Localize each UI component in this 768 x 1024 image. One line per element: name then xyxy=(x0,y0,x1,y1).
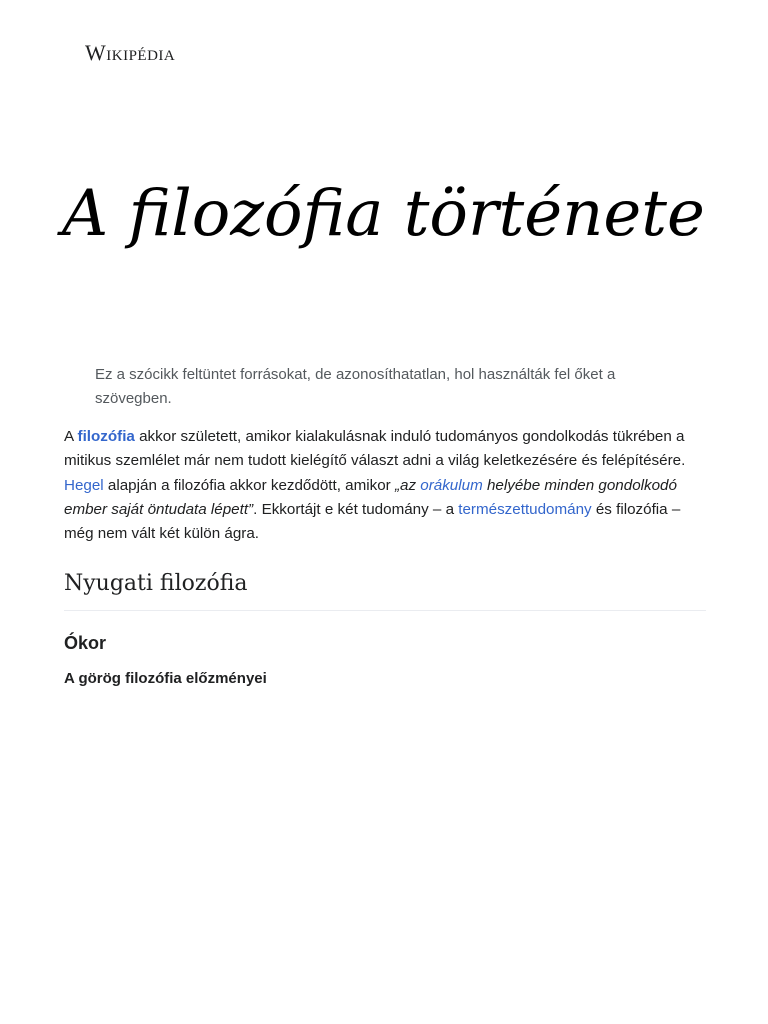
subsection-heading-gorog-elozmenyek[interactable]: A görög filozófia előzményei xyxy=(64,670,267,687)
hatnote: Ez a szócikk feltüntet forrásokat, de azonosíthatatlan, hol használták fel őket a szövegben. xyxy=(95,366,616,407)
lead-text: A xyxy=(64,428,78,445)
wikipedia-logo[interactable]: Wikipédia xyxy=(85,40,176,65)
subsection-heading-okor[interactable]: Ókor xyxy=(64,633,107,653)
link-filozofia[interactable]: filozófia xyxy=(77,428,135,445)
lead-text: akkor született, amikor kialakulásnak induló tudományos gondolkodás tükrében a mitikus szemlélet már nem tudott kielégítő választ adni a világ keletkezésére és felépítésére. xyxy=(64,428,686,470)
lead-text: és filozófia – még nem vált két külön ágra. xyxy=(64,500,681,543)
lead-paragraph xyxy=(64,425,714,546)
page-title: A filozófia története xyxy=(62,177,705,251)
quote-text: „az xyxy=(394,476,421,494)
quote-text: helyébe minden gondolkodó ember saját öntudata lépett” xyxy=(64,476,677,518)
lead-text: alapján a filozófia akkor kezdődött, amikor xyxy=(103,476,395,494)
link-hegel[interactable]: Hegel xyxy=(64,476,104,494)
link-termeszettudomany[interactable]: természettudomány xyxy=(458,500,592,518)
link-orakulum[interactable]: orákulum xyxy=(420,476,483,494)
lead-text: . Ekkortájt e két tudomány – a xyxy=(253,500,459,518)
section-heading-nyugati-filozofia[interactable]: Nyugati filozófia xyxy=(64,568,706,611)
